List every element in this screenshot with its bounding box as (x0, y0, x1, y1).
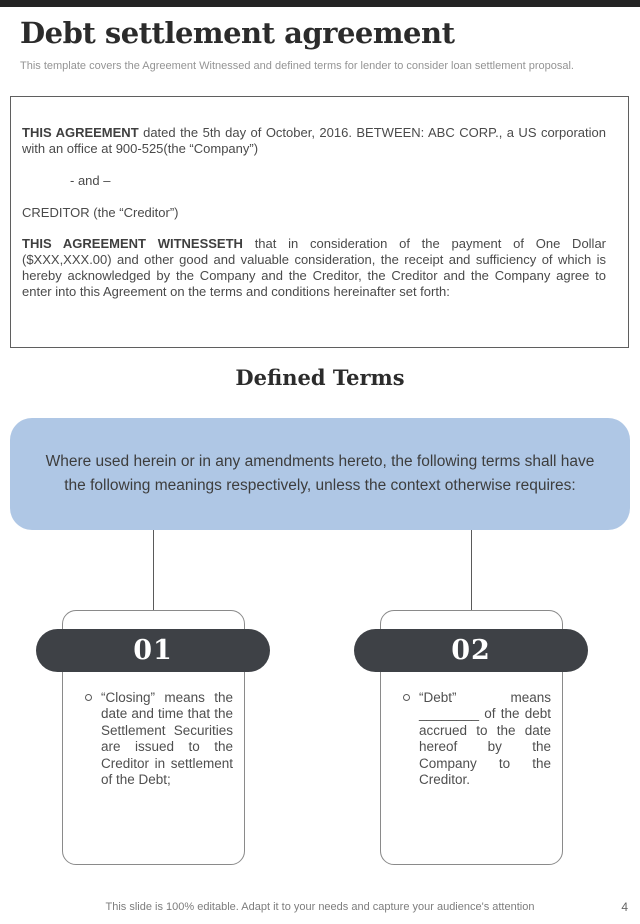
agreement-paragraph-2-lead: THIS AGREEMENT WITNESSETH (22, 236, 243, 252)
term-number-2: 02 (451, 635, 491, 666)
page-title: Debt settlement agreement (20, 16, 455, 50)
page-subtitle: This template covers the Agreement Witnessed and defined terms for lender to consider loan settlement proposal. (20, 60, 574, 72)
term-number-1: 01 (133, 635, 173, 666)
connector-line-2 (471, 530, 472, 611)
term-definition-2 (403, 690, 563, 789)
agreement-paragraph-1-rest: dated the 5th day of October, 2016. BETWEEN: ABC CORP., a US corporation with an office at 900-525(the “Company”) (22, 125, 606, 156)
agreement-text-box (10, 96, 629, 348)
footer-note: This slide is 100% editable. Adapt it to your needs and capture your audience's attention (105, 901, 535, 913)
term-definition-1-text: “Closing” means the date and time that the Settlement Securities are issued to the Creditor in settlement of the Debt; (101, 690, 233, 788)
agreement-paragraph-2-rest: that in consideration of the payment of One Dollar ($XXX,XXX.00) and other good and valuable consideration, the receipt and sufficiency of which is hereby acknowledged by the Company and the Creditor, the Creditor and the Company agree to enter into this Agreement on the terms and conditions hereinafter set forth: (22, 236, 607, 300)
connector-line-1 (153, 530, 154, 611)
creditor-line: CREDITOR (the “Creditor”) (22, 204, 179, 220)
term-number-badge-1 (36, 629, 270, 672)
bullet-circle-icon (85, 694, 92, 701)
term-definition-2-text: “Debt” means ________ of the debt accrued to the date hereof by the Company to the Creditor. (419, 690, 551, 788)
agreement-paragraph-2 (22, 236, 606, 299)
and-separator: - and – (70, 172, 111, 188)
term-definition-1 (85, 690, 245, 789)
agreement-paragraph-1-lead: THIS AGREEMENT (22, 125, 139, 140)
bullet-circle-icon (403, 694, 410, 701)
term-number-badge-2 (354, 629, 588, 672)
page-number: 4 (621, 900, 628, 914)
defined-terms-intro-text: Where used herein or in any amendments hereto, the following terms shall have the following meanings respectively, unless the context otherwise requires: (45, 452, 595, 494)
defined-terms-intro-banner (10, 418, 630, 530)
agreement-paragraph-1 (22, 125, 606, 157)
top-accent-bar (0, 0, 640, 7)
defined-terms-heading: Defined Terms (235, 365, 405, 390)
